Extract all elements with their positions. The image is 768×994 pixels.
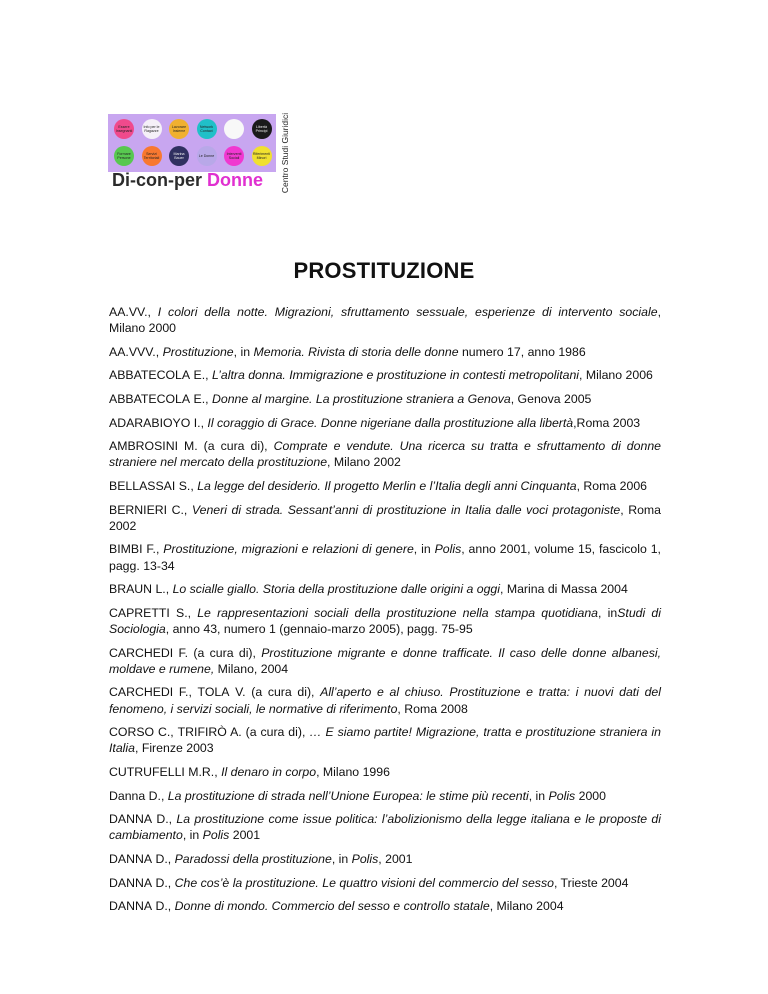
work-title: All’aperto e al chiuso. Prostituzione e tratta: i nuovi dati del fenomeno, i servizi sociali, le normative di riferimento xyxy=(109,685,661,716)
author-name: AMBROSINI xyxy=(109,439,179,454)
work-title: Le rappresentazioni sociali della prostituzione nella stampa quotidiana xyxy=(197,605,599,620)
work-title: Il coraggio di Grace. Donne nigeriane dalla prostituzione alla libertà xyxy=(207,415,574,430)
bibliography-entry xyxy=(109,304,661,336)
work-title: L’altra donna. Immigrazione e prostituzione in contesti metropolitani xyxy=(211,368,580,383)
author-name: TOLA xyxy=(197,685,230,700)
work-title: Studi di Sociologia xyxy=(109,605,661,636)
bibliography-entry xyxy=(109,764,661,780)
logo-circle: Le Donne xyxy=(197,146,217,166)
author-name: BELLASSAI xyxy=(109,478,176,493)
logo-circle: Libertà Principi xyxy=(252,119,272,139)
citation-text: , Firenze 2003 xyxy=(134,741,214,756)
work-title: Lo scialle giallo. Storia della prostituzione dalle origini a oggi xyxy=(172,582,500,597)
citation-text: C., xyxy=(167,502,192,517)
citation-text: , in xyxy=(233,344,254,359)
citation-text: , Milano 2006 xyxy=(579,368,653,383)
logo-circle: Marina Bauer xyxy=(169,146,189,166)
citation-text: , xyxy=(155,344,163,359)
citation-text: D., xyxy=(152,899,175,914)
work-title: Polis xyxy=(351,851,379,866)
bibliography-entry xyxy=(109,581,661,597)
logo-side-label xyxy=(276,114,294,192)
bibliography-entry xyxy=(109,415,661,431)
work-title: … E siamo partite! Migrazione, tratta e prostituzione straniera in Italia xyxy=(109,725,661,756)
logo-circle: Lavorare Insieme xyxy=(169,119,189,139)
logo-name: Di-con-per xyxy=(112,170,208,190)
author-name: BRAUN xyxy=(109,582,153,597)
citation-text: 2000 xyxy=(575,788,606,803)
citation-text: E., xyxy=(190,368,212,383)
logo-name-accent: Donne xyxy=(207,170,264,190)
citation-text: Danna D., xyxy=(109,788,168,803)
citation-text: 2001 xyxy=(229,828,261,843)
author-name: ABBATECOLA xyxy=(109,391,191,406)
citation-text: , Milano 1996 xyxy=(316,764,390,779)
citation-text: numero 17, anno 1986 xyxy=(458,344,586,359)
logo-circle xyxy=(224,119,244,139)
author-name: CARCHEDI xyxy=(109,645,174,660)
citation-text: , in xyxy=(331,851,352,866)
citation-text: , Genova 2005 xyxy=(510,391,592,406)
citation-text: , 2001 xyxy=(378,851,413,866)
author-name: BIMBI xyxy=(109,542,143,557)
work-title: I colori della notte. Migrazioni, sfruttamento sessuale, esperienze di intervento sociale xyxy=(157,305,658,319)
bibliography-entry xyxy=(109,438,661,470)
author-name: ADARABIOYO xyxy=(109,415,191,430)
citation-text: M.R., xyxy=(184,764,222,779)
bibliography-entry xyxy=(109,684,661,716)
logo-wordmark xyxy=(112,170,263,191)
citation-text: , Roma 2006 xyxy=(576,478,648,493)
citation-text: , Milano 2004 xyxy=(489,899,564,914)
citation-text: , anno 43, numero 1 (gennaio-marzo 2005), pagg. 75-95 xyxy=(165,621,473,636)
work-title: Prostituzione, migrazioni e relazioni di genere xyxy=(163,542,414,557)
author-name: TRIFIRÒ xyxy=(177,725,227,740)
work-title: Prostituzione migrante e donne trafficate. Il caso delle donne albanesi, moldave e rumene, xyxy=(109,645,661,676)
citation-text: , anno 2001, volume 15, fascicolo 1, pagg. 13-34 xyxy=(109,542,661,573)
citation-text: , xyxy=(147,305,158,319)
citation-text: , Trieste 2004 xyxy=(553,875,629,890)
work-title: Che cos’è la prostituzione. Le quattro visioni del commercio del sesso xyxy=(174,875,554,890)
bibliography-entry xyxy=(109,811,661,843)
author-name: DANNA xyxy=(109,812,153,827)
bibliography-entry xyxy=(109,875,661,891)
work-title: Polis xyxy=(548,788,576,803)
work-title: Polis xyxy=(434,542,462,557)
organization-logo xyxy=(108,114,296,192)
work-title: La prostituzione di strada nell’Unione Europea: le stime più recenti xyxy=(167,788,529,803)
author-name: ABBATECOLA xyxy=(109,368,191,383)
logo-side-text: Centro Studi Giuridici xyxy=(280,112,290,194)
bibliography-entry xyxy=(109,367,661,383)
citation-text: , Roma 2008 xyxy=(397,701,468,716)
work-title: Donne al margine. La prostituzione straniera a Genova xyxy=(211,391,511,406)
citation-text: , Milano 2000 xyxy=(109,305,661,336)
citation-text: , Marina di Massa 2004 xyxy=(500,582,628,597)
author-name: CARCHEDI xyxy=(109,685,174,700)
citation-text: D., xyxy=(152,812,177,827)
bibliography-entry xyxy=(109,851,661,867)
bibliography-entry xyxy=(109,645,661,677)
citation-text: M. (a cura di), xyxy=(178,439,274,454)
author-name: CUTRUFELLI xyxy=(109,764,185,779)
bibliography-entry xyxy=(109,605,661,637)
citation-text: , Milano 2002 xyxy=(327,455,401,470)
work-title: La legge del desiderio. Il progetto Merlin e l’Italia degli anni Cinquanta xyxy=(197,478,577,493)
work-title: Il denaro in corpo xyxy=(221,764,317,779)
work-title: Polis xyxy=(202,828,230,843)
citation-text: C., xyxy=(154,725,178,740)
bibliography-entry xyxy=(109,788,661,804)
author-name: DANNA xyxy=(109,851,153,866)
bibliography-entry xyxy=(109,898,661,914)
citation-text: ,Roma 2003 xyxy=(573,415,641,430)
work-title: La prostituzione come issue politica: l’abolizionismo della legge italiana e le proposte di cambiamento xyxy=(109,812,661,843)
bibliography-entry xyxy=(109,344,661,360)
work-title: Paradossi della prostituzione xyxy=(174,851,332,866)
author-name: AA.VVV. xyxy=(109,344,156,359)
author-name: AA.VV. xyxy=(109,305,148,319)
citation-text: F. (a cura di), xyxy=(173,645,262,660)
logo-circle: Info per le Ragazze xyxy=(142,119,162,139)
citation-text: Milano, 2004 xyxy=(214,661,289,676)
work-title: Prostituzione xyxy=(162,344,234,359)
logo-circle: Formare Persone xyxy=(114,146,134,166)
author-name: DANNA xyxy=(109,899,153,914)
citation-text: I., xyxy=(190,415,208,430)
bibliography-entry xyxy=(109,541,661,573)
author-name: CAPRETTI xyxy=(109,605,170,620)
bibliography-entry xyxy=(109,478,661,494)
citation-text: V. (a cura di), xyxy=(229,685,321,700)
citation-text: F., xyxy=(173,685,198,700)
logo-circle: Servizi Territoriali xyxy=(142,146,162,166)
bibliography-list xyxy=(109,304,661,922)
work-title: Memoria. Rivista di storia delle donne xyxy=(253,344,459,359)
citation-text: D., xyxy=(152,875,175,890)
citation-text: , Roma 2002 xyxy=(109,502,662,533)
bibliography-entry xyxy=(109,502,661,534)
citation-text: , in xyxy=(598,605,618,620)
page-title: PROSTITUZIONE xyxy=(293,258,475,283)
bibliography-entry xyxy=(109,724,661,756)
citation-text: F., xyxy=(142,542,164,557)
citation-text: , in xyxy=(182,828,203,843)
logo-circle: Riferimenti Minori xyxy=(252,146,272,166)
citation-text: D., xyxy=(152,851,175,866)
author-name: BERNIERI xyxy=(109,502,168,517)
work-title: Donne di mondo. Commercio del sesso e controllo statale xyxy=(174,899,490,914)
citation-text: L., xyxy=(152,582,173,597)
citation-text: A. (a cura di), xyxy=(226,725,310,740)
logo-circle: Interventi Sociali xyxy=(224,146,244,166)
author-name: CORSO xyxy=(109,725,155,740)
bibliography-entry xyxy=(109,391,661,407)
citation-text: S., xyxy=(169,605,198,620)
logo-circle: Essere Insegnanti xyxy=(114,119,134,139)
logo-circle-grid xyxy=(108,114,276,172)
citation-text: , in xyxy=(528,788,549,803)
work-title: Veneri di strada. Sessant’anni di prostituzione in Italia dalle voci protagoniste xyxy=(191,502,621,517)
citation-text: S., xyxy=(175,478,198,493)
logo-circle: Network Contact xyxy=(197,119,217,139)
author-name: DANNA xyxy=(109,875,153,890)
work-title: Comprate e vendute. Una ricerca su tratta e sfruttamento di donne straniere nel mercato della prostituzione xyxy=(109,439,661,470)
citation-text: E., xyxy=(190,391,212,406)
citation-text: , in xyxy=(413,542,435,557)
